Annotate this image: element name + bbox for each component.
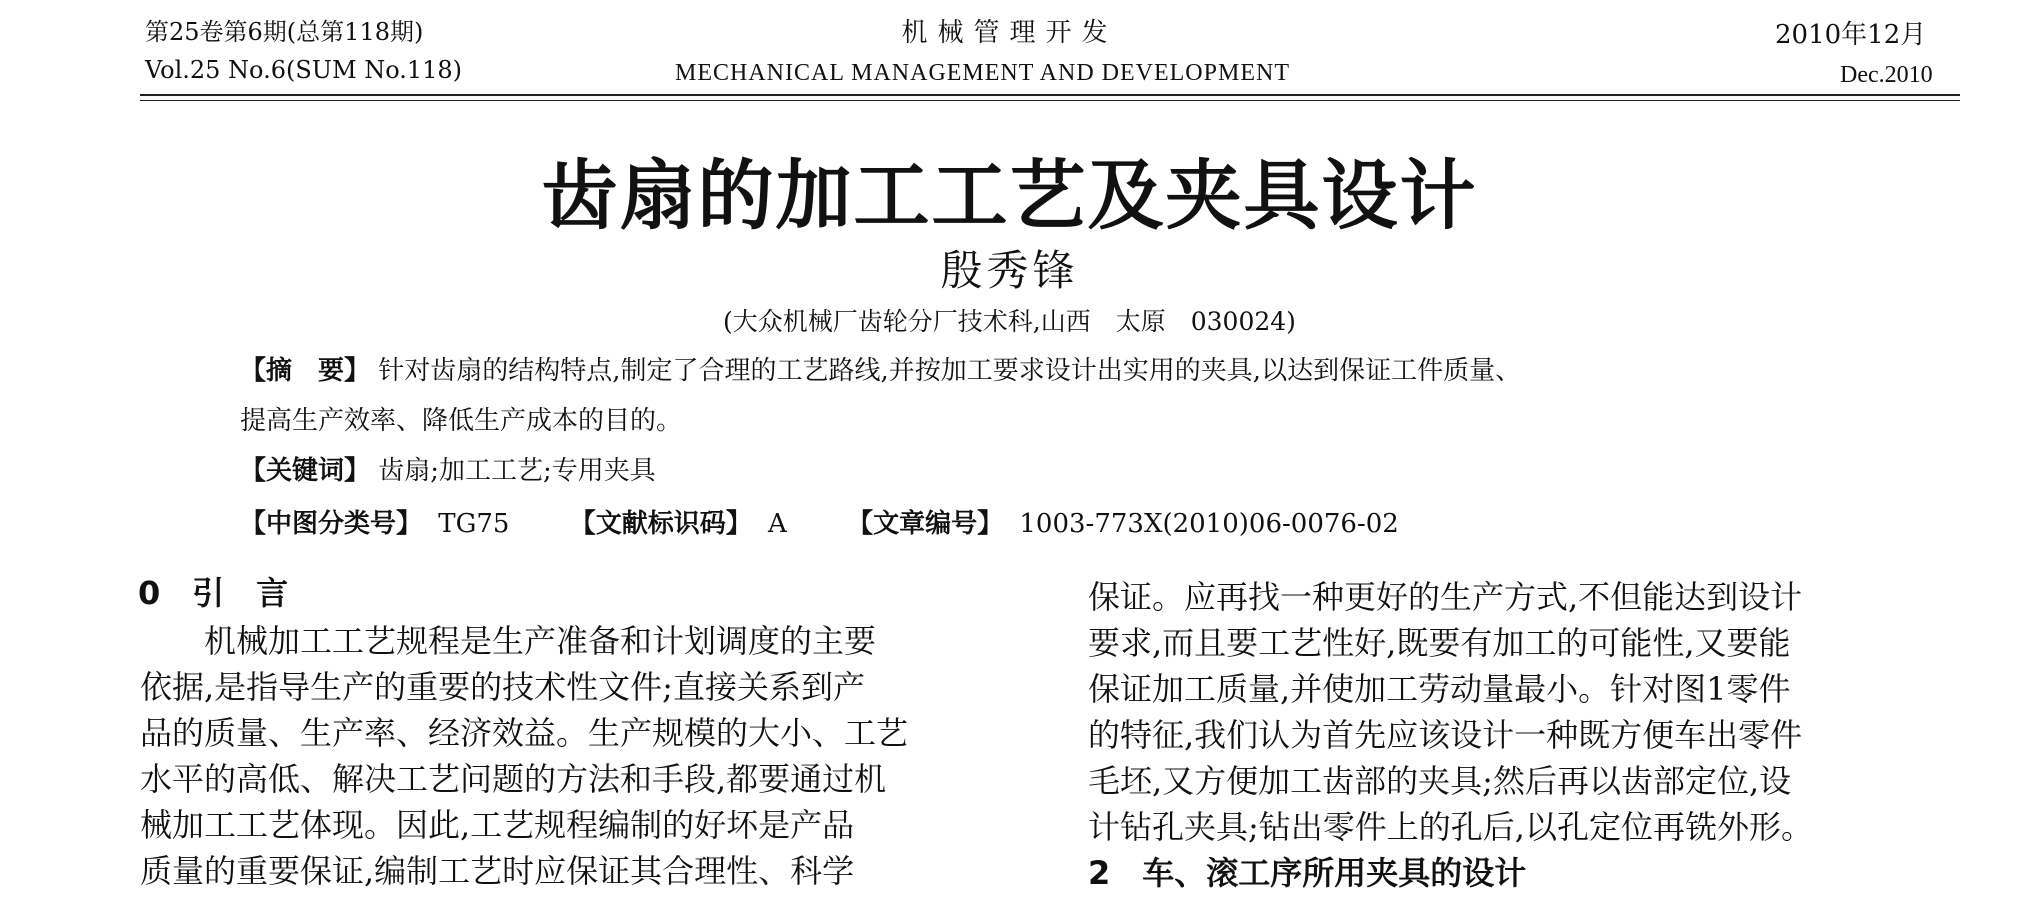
volume-issue-cn: 第25卷第6期(总第118期)	[145, 18, 424, 46]
abstract-line-1	[240, 350, 1521, 387]
left-body-line: 械加工工艺体现。因此,工艺规程编制的好坏是产品	[140, 806, 855, 844]
article-author: 殷秀锋	[940, 246, 1079, 295]
right-body-line: 的特征,我们认为首先应该设计一种既方便车出零件	[1088, 716, 1803, 754]
issue-date-en: Dec.2010	[1840, 62, 1933, 88]
left-body-line: 机械加工工艺规程是生产准备和计划调度的主要	[140, 622, 877, 660]
keywords-line	[240, 450, 656, 487]
left-body-line: 水平的高低、解决工艺问题的方法和手段,都要通过机	[140, 760, 887, 798]
left-body-line: 依据,是指导生产的重要的技术性文件;直接关系到产	[140, 668, 865, 706]
right-body-line: 要求,而且要工艺性好,既要有加工的可能性,又要能	[1088, 624, 1791, 662]
right-body-line: 毛坯,又方便加工齿部的夹具;然后再以齿部定位,设	[1088, 762, 1792, 800]
left-body-line: 品的质量、生产率、经济效益。生产规模的大小、工艺	[140, 714, 909, 752]
keywords-label: 【关键词】	[240, 456, 371, 486]
classification-line	[240, 503, 1399, 540]
issue-date-cn: 2010年12月	[1775, 20, 1927, 50]
journal-name-cn: 机械管理开发	[901, 18, 1118, 48]
journal-name-en: MECHANICAL MANAGEMENT AND DEVELOPMENT	[675, 60, 1290, 86]
abstract-label: 【摘 要】	[240, 356, 371, 386]
clc-label: 【中图分类号】	[240, 509, 423, 539]
keywords-text: 齿扇;加工工艺;专用夹具	[378, 456, 656, 486]
section-heading-fixture-design: 2 车、滚工序所用夹具的设计	[1088, 854, 1527, 892]
right-body-line: 保证加工质量,并使加工劳动量最小。针对图1零件	[1088, 670, 1791, 708]
author-affiliation: (大众机械厂齿轮分厂技术科,山西 太原 030024)	[723, 307, 1296, 336]
article-id-value: 1003-773X(2010)06-0076-02	[1019, 509, 1399, 539]
left-body-line: 质量的重要保证,编制工艺时应保证其合理性、科学	[140, 852, 855, 890]
clc-value: TG75	[438, 509, 510, 539]
abstract-line-2: 提高生产效率、降低生产成本的目的。	[240, 406, 683, 436]
volume-issue-en: Vol.25 No.6(SUM No.118)	[145, 56, 463, 84]
right-body-line: 计钻孔夹具;钻出零件上的孔后,以孔定位再铣外形。	[1088, 808, 1813, 846]
header-rule-thick	[140, 94, 1960, 96]
article-title: 齿扇的加工工艺及夹具设计	[541, 151, 1478, 240]
header-rule-thin	[140, 100, 1960, 101]
doc-code-label: 【文献标识码】	[569, 509, 752, 539]
section-heading-introduction: 0 引 言	[138, 574, 289, 612]
doc-code-value: A	[768, 509, 787, 539]
abstract-text-1: 针对齿扇的结构特点,制定了合理的工艺路线,并按加工要求设计出实用的夹具,以达到保证工件质量、	[378, 356, 1522, 386]
article-id-label: 【文章编号】	[847, 509, 1004, 539]
right-body-line: 保证。应再找一种更好的生产方式,不但能达到设计	[1088, 578, 1803, 616]
